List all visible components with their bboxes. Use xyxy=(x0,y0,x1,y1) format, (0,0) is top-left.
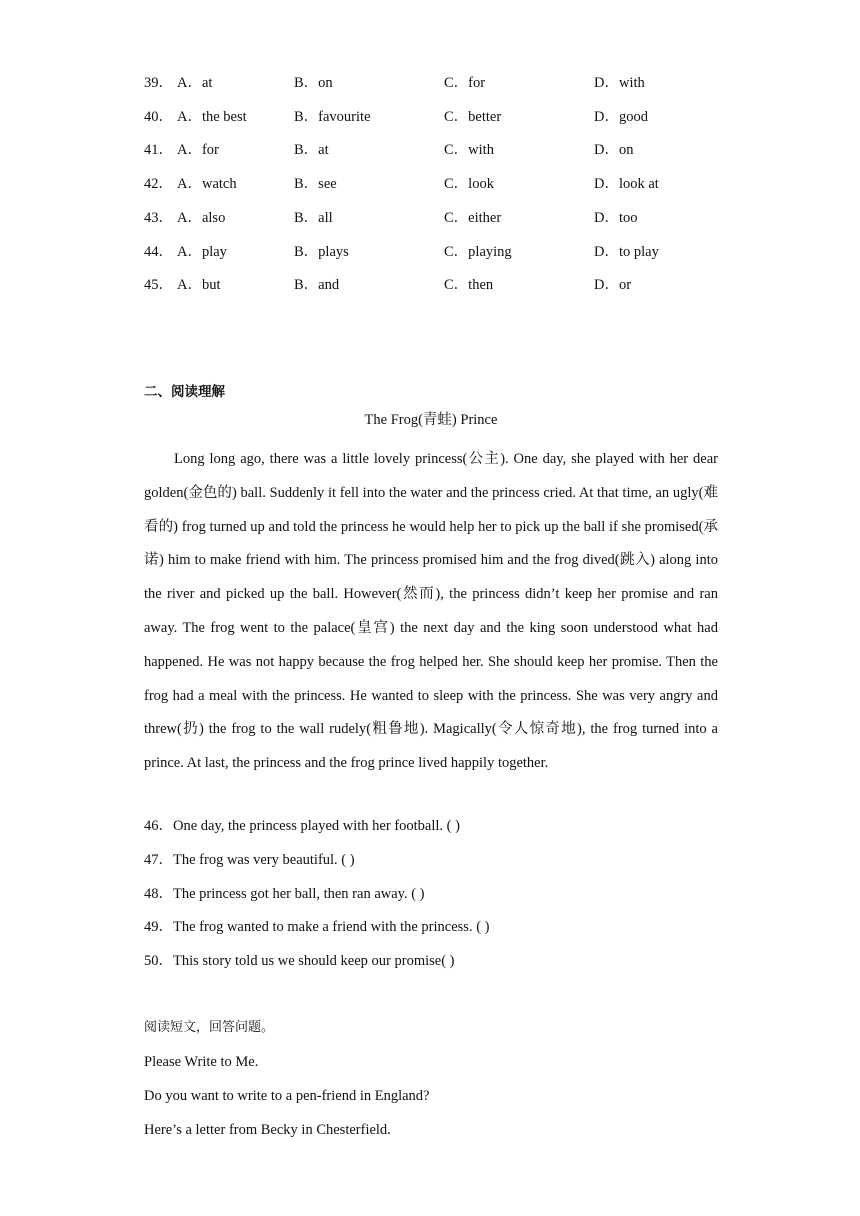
question-48: 48．The princess got her ball, then ran away. ( ) xyxy=(144,886,425,902)
question-50: 50．This story told us we should keep our promise( ) xyxy=(144,953,455,969)
section-heading: 二、阅读理解 xyxy=(144,384,225,400)
option-b: B．plays xyxy=(294,244,349,260)
question-47: 47．The frog was very beautiful. ( ) xyxy=(144,852,355,868)
passage-line: Do you want to write to a pen-friend in England? xyxy=(144,1088,430,1104)
question-49: 49．The frog wanted to make a friend with the princess. ( ) xyxy=(144,919,490,935)
question-number: 40． xyxy=(144,109,173,125)
question-number: 43． xyxy=(144,210,173,226)
option-a: A．but xyxy=(177,277,221,293)
reading-passage: Long long ago, there was a little lovely princess(公主). One day, she played with her dear golden(金色的) ball. Suddenly it fell into the water and the princess cried. At that time, an ugly(难看的) frog turned up and told the princess he would help her to pick up the ball if she promised(承诺) him to make friend with him. The princess promised him and the frog dived(跳入) along into the river and picked up the ball. However(然而), the princess didn’t keep her promise and ran away. The frog went to the palace(皇宫) the next day and the king soon understood what had happened. He was not happy because the frog helped her. She should keep her promise. Then the frog had a meal with the princess. He wanted to sleep with the princess. She was very angry and threw(扔) the frog to the wall rudely(粗鲁地). Magically(令人惊奇地), the frog turned into a prince. At last, the princess and the frog prince lived happily together. xyxy=(144,451,718,772)
option-b: B．all xyxy=(294,210,333,226)
question-number: 42． xyxy=(144,176,173,192)
option-a: A．the best xyxy=(177,109,247,125)
option-d: D．to play xyxy=(594,244,659,260)
option-b: B．and xyxy=(294,277,340,293)
section-instruction: 阅读短文，回答问题。 xyxy=(144,1020,275,1035)
option-a: A．for xyxy=(177,142,219,158)
option-d: D．good xyxy=(594,109,648,125)
story-title: The Frog(青蛙) Prince xyxy=(364,412,498,428)
question-number: 39． xyxy=(144,75,173,91)
option-a: A．also xyxy=(177,210,226,226)
question-number: 44． xyxy=(144,244,173,260)
question-number: 45． xyxy=(144,277,173,293)
option-c: C．playing xyxy=(444,244,512,260)
option-d: D．too xyxy=(594,210,638,226)
option-a: A．at xyxy=(177,75,213,91)
letter-title: Please Write to Me. xyxy=(144,1054,259,1070)
question-46: 46．One day, the princess played with her football. ( ) xyxy=(144,818,460,834)
option-c: C．with xyxy=(444,142,494,158)
option-b: B．on xyxy=(294,75,333,91)
option-d: D．on xyxy=(594,142,634,158)
option-a: A．watch xyxy=(177,176,237,192)
option-c: C．look xyxy=(444,176,494,192)
option-c: C．for xyxy=(444,75,486,91)
option-c: C．better xyxy=(444,109,502,125)
option-b: B．at xyxy=(294,142,329,158)
option-b: B．favourite xyxy=(294,109,371,125)
option-b: B．see xyxy=(294,176,337,192)
option-d: D．with xyxy=(594,75,645,91)
option-d: D．look at xyxy=(594,176,659,192)
question-number: 41． xyxy=(144,142,173,158)
option-a: A．play xyxy=(177,244,227,260)
option-c: C．either xyxy=(444,210,502,226)
option-c: C．then xyxy=(444,277,494,293)
passage-line: Here’s a letter from Becky in Chesterfield. xyxy=(144,1122,391,1138)
option-d: D．or xyxy=(594,277,632,293)
